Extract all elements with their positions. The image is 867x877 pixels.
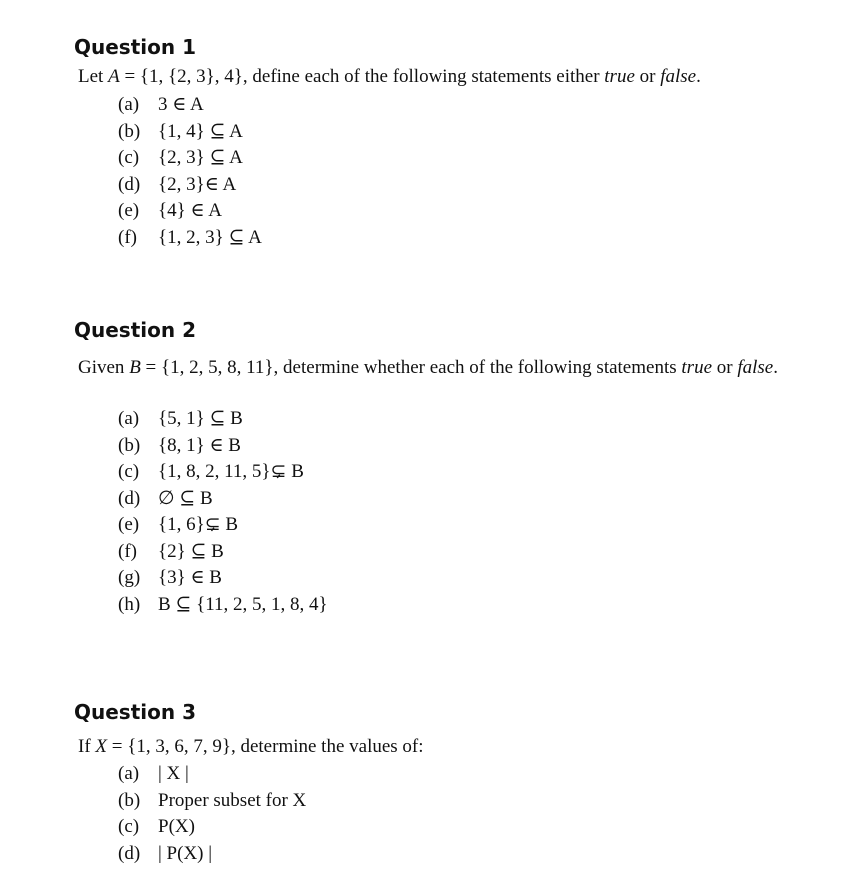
question-2-item-b: (b) {8, 1} ∈ B (118, 434, 241, 456)
question-3-item-d: (d) | P(X) | (118, 842, 213, 864)
question-1-item-d: (d) {2, 3}∈ A (118, 173, 237, 195)
question-2-item-a: (a) {5, 1} ⊆ B (118, 408, 243, 429)
question-1-item-e: (e) {4} ∈ A (118, 200, 222, 221)
question-1-item-c: (c) {2, 3} ⊆ A (118, 147, 243, 168)
question-1-title: Question 1 (74, 35, 196, 59)
question-2-items (118, 406, 328, 618)
question-2-item-c: (c) {1, 8, 2, 11, 5}⊊ B (118, 461, 304, 482)
question-2-title: Question 2 (74, 318, 196, 342)
question-2-item-g: (g) {3} ∈ B (118, 567, 222, 588)
question-3-item-c: (c) P(X) (118, 816, 195, 837)
question-1-items (118, 92, 262, 251)
question-2-item-f: (f) {2} ⊆ B (118, 540, 224, 562)
question-3-item-b: (b) Proper subset for X (118, 789, 307, 811)
question-2-item-d: (d) ∅ ⊆ B (118, 487, 213, 509)
question-1-item-b: (b) {1, 4} ⊆ A (118, 120, 243, 142)
question-3-intro: If X = {1, 3, 6, 7, 9}, determine the values of: (78, 736, 424, 757)
question-3-items (118, 761, 306, 867)
question-2-item-h: (h) B ⊆ {11, 2, 5, 1, 8, 4} (118, 593, 328, 615)
question-3-title: Question 3 (74, 700, 196, 724)
question-1-intro: Let A = {1, {2, 3}, 4}, define each of the following statements either true or false. (78, 66, 701, 87)
question-3-item-a: (a) | X | (118, 763, 189, 784)
question-2-intro: Given B = {1, 2, 5, 8, 11}, determine whether each of the following statements true or false. (78, 357, 778, 378)
question-2-item-e: (e) {1, 6}⊊ B (118, 514, 239, 535)
question-1-item-f: (f) {1, 2, 3} ⊆ A (118, 226, 262, 248)
question-1-item-a: (a) 3 ∈ A (118, 94, 204, 115)
